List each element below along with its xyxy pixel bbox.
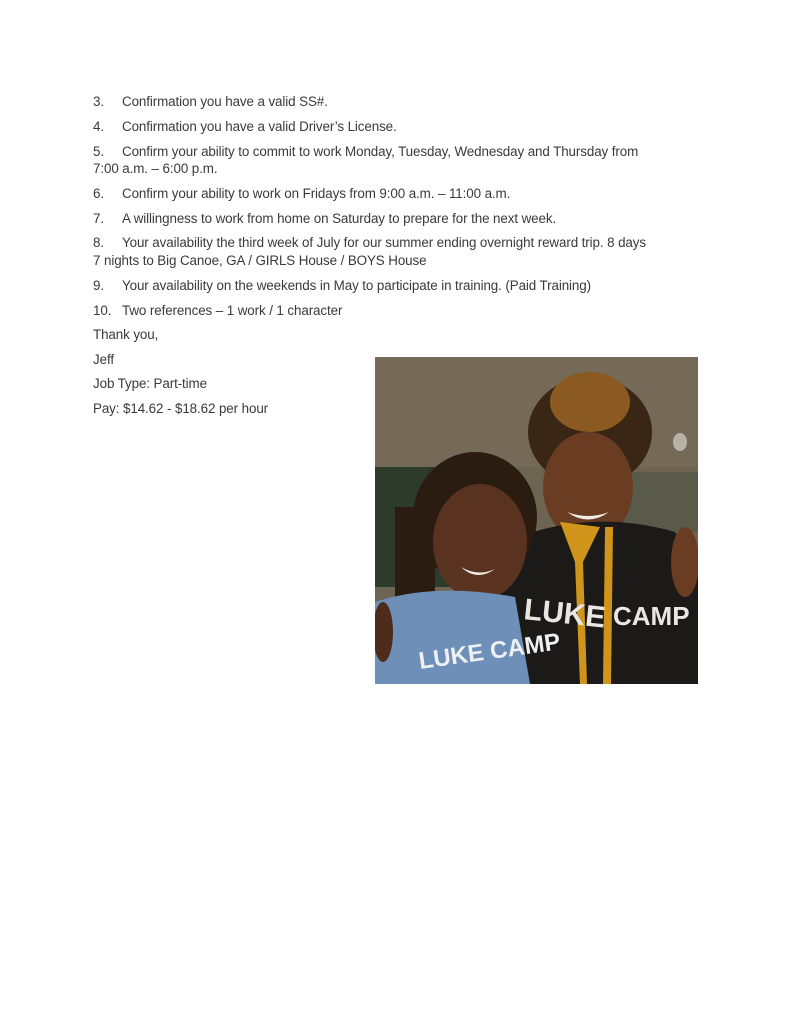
list-number: 7. [93, 211, 104, 226]
job-type: Job Type: Part-time [93, 376, 207, 391]
list-text: Confirmation you have a valid Driver’s License. [122, 119, 397, 134]
closing-text: Thank you, [93, 327, 159, 342]
list-number: 4. [93, 119, 104, 134]
list-text: Confirmation you have a valid SS#. [122, 94, 328, 109]
list-text: Your availability the third week of July for our summer ending overnight reward trip. 8 days [122, 235, 646, 250]
pay-rate: Pay: $14.62 - $18.62 per hour [93, 401, 269, 416]
list-text: Confirm your ability to commit to work Monday, Tuesday, Wednesday and Thursday from [122, 144, 639, 159]
list-number: 6. [93, 186, 104, 201]
list-item-5-continued: 7:00 a.m. – 6:00 p.m. [93, 161, 218, 176]
list-item-3 [93, 93, 328, 110]
list-text: Two references – 1 work / 1 character [122, 303, 343, 318]
camp-photo [375, 357, 698, 684]
list-item-9 [93, 277, 591, 294]
signature: Jeff [93, 352, 114, 367]
list-number: 5. [93, 144, 104, 159]
list-text: Your availability on the weekends in May to participate in training. (Paid Training) [122, 278, 591, 293]
svg-text:CAMP: CAMP [613, 601, 690, 631]
list-number: 3. [93, 94, 104, 109]
list-item-8 [93, 234, 646, 251]
svg-text:LUKE CAMP: LUKE CAMP [417, 628, 563, 675]
list-item-5 [93, 143, 638, 160]
svg-text:LUKE: LUKE [522, 593, 607, 635]
list-item-4 [93, 118, 397, 135]
list-text: A willingness to work from home on Saturday to prepare for the next week. [122, 211, 557, 226]
list-number: 8. [93, 235, 104, 250]
list-item-6 [93, 185, 510, 202]
list-number: 10. [93, 303, 112, 318]
list-item-10 [93, 302, 342, 319]
list-item-8-continued: 7 nights to Big Canoe, GA / GIRLS House / BOYS House [93, 253, 427, 268]
list-item-7 [93, 210, 556, 227]
list-number: 9. [93, 278, 104, 293]
list-text: Confirm your ability to work on Fridays from 9:00 a.m. – 11:00 a.m. [122, 186, 511, 201]
